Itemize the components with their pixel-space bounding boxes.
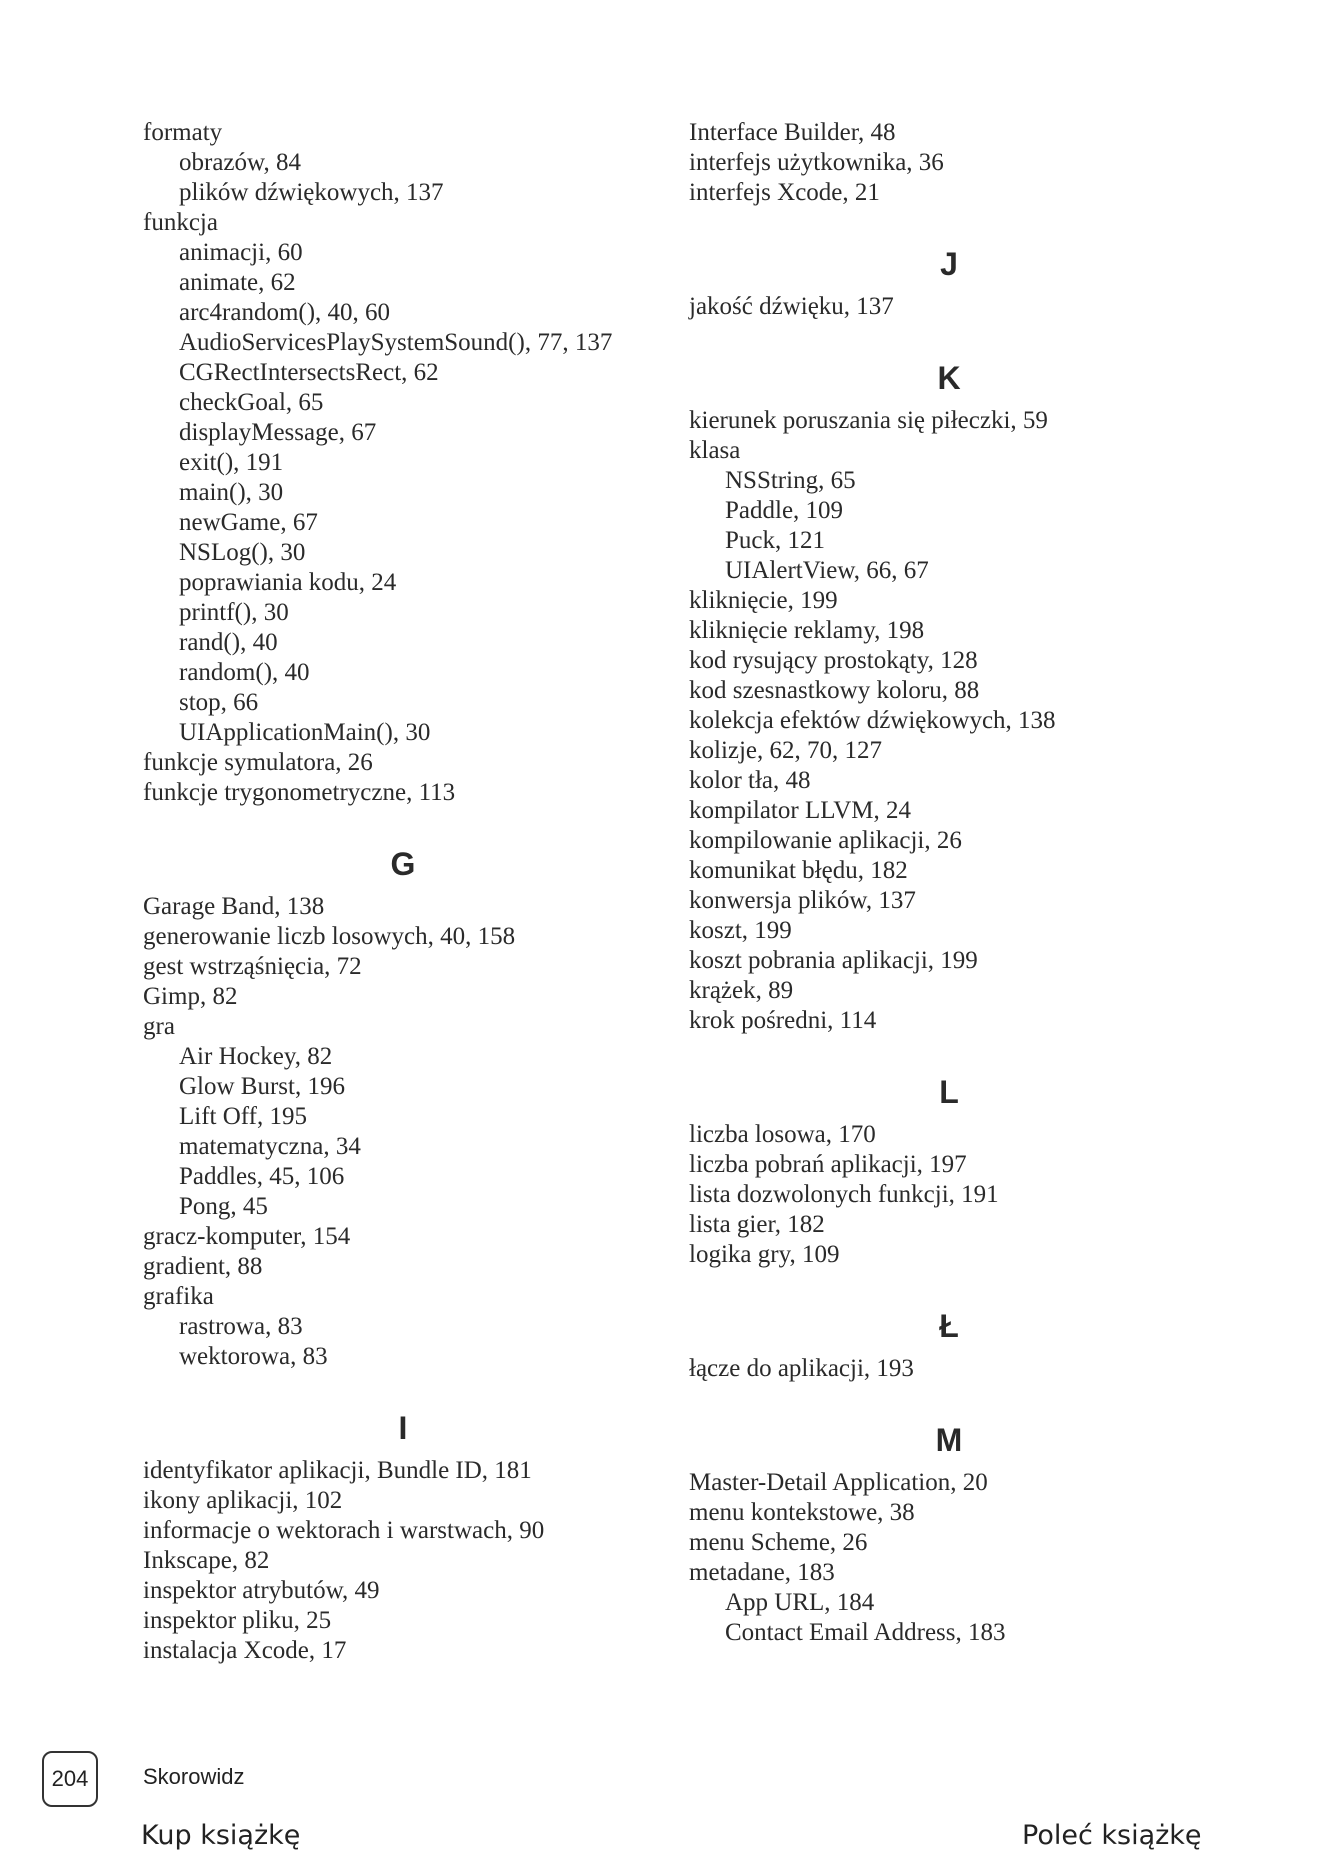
index-entry: liczba losowa, 170: [689, 1121, 876, 1148]
index-entry: metadane, 183: [689, 1559, 835, 1586]
index-subentry: Paddles, 45, 106: [179, 1163, 345, 1190]
index-entry: kod szesnastkowy koloru, 88: [689, 677, 980, 704]
index-subentry: AudioServicesPlaySystemSound(), 77, 137: [179, 329, 613, 356]
index-letter-heading: J: [940, 246, 958, 282]
index-subentry: poprawiania kodu, 24: [179, 569, 397, 596]
index-subentry: obrazów, 84: [179, 149, 301, 176]
index-subentry: Paddle, 109: [725, 497, 844, 524]
index-entry: funkcje trygonometryczne, 113: [143, 779, 456, 806]
index-subentry: displayMessage, 67: [179, 419, 377, 446]
index-entry: Master-Detail Application, 20: [689, 1469, 988, 1496]
index-entry: interfejs użytkownika, 36: [689, 149, 944, 176]
buy-book-link[interactable]: Kup książkę: [141, 1820, 301, 1851]
index-entry: kompilowanie aplikacji, 26: [689, 827, 962, 854]
index-entry: identyfikator aplikacji, Bundle ID, 181: [143, 1457, 532, 1484]
index-subentry: checkGoal, 65: [179, 389, 324, 416]
index-subentry: CGRectIntersectsRect, 62: [179, 359, 439, 386]
index-subentry: random(), 40: [179, 659, 310, 686]
index-subentry: animacji, 60: [179, 239, 303, 266]
recommend-book-link[interactable]: Poleć książkę: [1022, 1820, 1202, 1851]
index-subentry: UIAlertView, 66, 67: [725, 557, 929, 584]
index-entry: koszt, 199: [689, 917, 792, 944]
index-subentry: newGame, 67: [179, 509, 318, 536]
index-entry: menu kontekstowe, 38: [689, 1499, 915, 1526]
index-entry: funkcja: [143, 209, 218, 236]
index-entry: grafika: [143, 1283, 214, 1310]
index-entry: krążek, 89: [689, 977, 794, 1004]
index-entry: instalacja Xcode, 17: [143, 1637, 347, 1664]
index-entry: jakość dźwięku, 137: [689, 293, 894, 320]
index-subentry: App URL, 184: [725, 1589, 875, 1616]
index-entry: krok pośredni, 114: [689, 1007, 877, 1034]
page-number: 204: [42, 1751, 98, 1807]
index-entry: gracz-komputer, 154: [143, 1223, 351, 1250]
index-subentry: animate, 62: [179, 269, 296, 296]
index-entry: gra: [143, 1013, 175, 1040]
index-entry: informacje o wektorach i warstwach, 90: [143, 1517, 545, 1544]
index-entry: lista gier, 182: [689, 1211, 825, 1238]
index-subentry: NSLog(), 30: [179, 539, 306, 566]
index-subentry: printf(), 30: [179, 599, 289, 626]
index-subentry: Puck, 121: [725, 527, 825, 554]
index-subentry: Glow Burst, 196: [179, 1073, 345, 1100]
index-entry: kolizje, 62, 70, 127: [689, 737, 883, 764]
index-entry: liczba pobrań aplikacji, 197: [689, 1151, 967, 1178]
index-subentry: rastrowa, 83: [179, 1313, 303, 1340]
index-entry: Gimp, 82: [143, 983, 238, 1010]
index-entry: kolor tła, 48: [689, 767, 811, 794]
index-subentry: main(), 30: [179, 479, 284, 506]
index-entry: logika gry, 109: [689, 1241, 840, 1268]
index-entry: formaty: [143, 119, 223, 146]
index-entry: łącze do aplikacji, 193: [689, 1355, 914, 1382]
index-letter-heading: M: [935, 1422, 963, 1458]
index-entry: klasa: [689, 437, 741, 464]
index-subentry: Lift Off, 195: [179, 1103, 307, 1130]
index-entry: gest wstrząśnięcia, 72: [143, 953, 362, 980]
index-entry: generowanie liczb losowych, 40, 158: [143, 923, 516, 950]
index-letter-heading: K: [937, 360, 961, 396]
index-entry: kliknięcie, 199: [689, 587, 838, 614]
index-letter-heading: I: [398, 1410, 408, 1446]
section-label: Skorowidz: [143, 1764, 245, 1789]
index-entry: ikony aplikacji, 102: [143, 1487, 343, 1514]
index-subentry: exit(), 191: [179, 449, 284, 476]
index-entry: lista dozwolonych funkcji, 191: [689, 1181, 999, 1208]
index-entry: komunikat błędu, 182: [689, 857, 908, 884]
index-entry: funkcje symulatora, 26: [143, 749, 373, 776]
index-letter-heading: Ł: [939, 1308, 959, 1344]
index-entry: gradient, 88: [143, 1253, 263, 1280]
index-entry: kompilator LLVM, 24: [689, 797, 911, 824]
index-entry: Interface Builder, 48: [689, 119, 896, 146]
index-entry: kliknięcie reklamy, 198: [689, 617, 925, 644]
index-entry: kolekcja efektów dźwiękowych, 138: [689, 707, 1056, 734]
index-subentry: Air Hockey, 82: [179, 1043, 333, 1070]
index-subentry: arc4random(), 40, 60: [179, 299, 391, 326]
index-column-right: [689, 118, 1209, 1648]
index-entry: konwersja plików, 137: [689, 887, 916, 914]
index-subentry: Pong, 45: [179, 1193, 268, 1220]
index-entry: koszt pobrania aplikacji, 199: [689, 947, 978, 974]
index-subentry: Contact Email Address, 183: [725, 1619, 1006, 1646]
index-letter-heading: G: [390, 846, 416, 882]
index-column-left: [143, 118, 663, 1666]
index-subentry: UIApplicationMain(), 30: [179, 719, 431, 746]
index-letter-heading: L: [939, 1074, 959, 1110]
index-entry: kod rysujący prostokąty, 128: [689, 647, 978, 674]
index-subentry: matematyczna, 34: [179, 1133, 361, 1160]
index-subentry: rand(), 40: [179, 629, 278, 656]
index-subentry: NSString, 65: [725, 467, 856, 494]
index-entry: menu Scheme, 26: [689, 1529, 868, 1556]
index-entry: interfejs Xcode, 21: [689, 179, 880, 206]
index-subentry: plików dźwiękowych, 137: [179, 179, 444, 206]
index-entry: inspektor atrybutów, 49: [143, 1577, 380, 1604]
index-entry: kierunek poruszania się piłeczki, 59: [689, 407, 1048, 434]
index-entry: Inkscape, 82: [143, 1547, 270, 1574]
index-subentry: wektorowa, 83: [179, 1343, 328, 1370]
index-entry: Garage Band, 138: [143, 893, 325, 920]
index-entry: inspektor pliku, 25: [143, 1607, 332, 1634]
index-subentry: stop, 66: [179, 689, 259, 716]
